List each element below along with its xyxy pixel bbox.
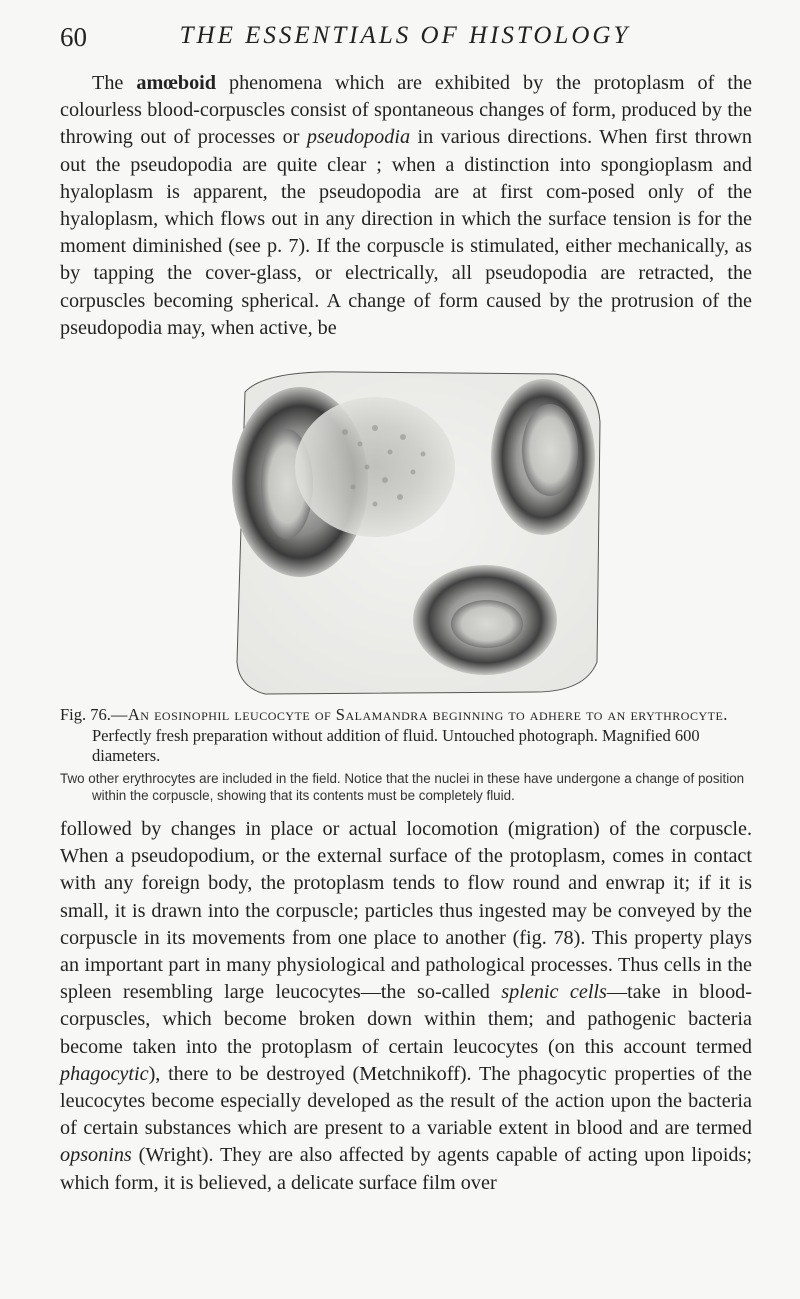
caption-label: Fig. 76. <box>60 705 111 724</box>
paragraph-amoeboid <box>60 70 752 342</box>
term-pseudopodia: pseudopodia <box>306 126 411 149</box>
micrograph-image <box>225 362 605 697</box>
para2-s5: ), there to be destroyed (Metchnikoff). The phagocytic properties of the leucocytes become especially developed as the result of the action upon the bacteria of certain substances which are present to a variable extent in blood and are termed <box>60 1062 752 1140</box>
nucleus-bottom <box>451 600 523 648</box>
paragraph-locomotion <box>60 816 752 1197</box>
caption-title: —An eosinophil leucocyte of Salamandra beginning to adhere to an erythrocyte. <box>110 705 728 724</box>
figure-caption-note: Two other erythrocytes are included in the field. Notice that the nuclei in these have undergone a change of position within the corpuscle, showing that its contents must be completely fluid. <box>60 771 745 803</box>
page-number: 60 <box>60 22 87 52</box>
nucleus-right <box>522 404 578 496</box>
para2-s3: —take in blood-corpuscles, which become broken down within them; and pathogenic bacteria become taken into the protoplasm of certain leucocytes (on this account termed <box>60 981 752 1058</box>
term-amoeboid: amœboid <box>136 72 217 94</box>
para2-s1: followed by changes in place or actual locomotion (migration) of the corpuscle. When a pseudopodium, or the external surface of the protoplasm, comes in contact with any foreign body, the protoplasm tends to flow round and enwrap it; if it is small, it is drawn into the corpuscle; particles thus ingested may be conveyed by the corpuscle in its movements from one place to another (fig. 78). This property plays an important part in many physiological and pathological processes. Thus cells in the spleen resembling large leucocytes—the so-called <box>60 818 752 1004</box>
page-header <box>60 22 750 62</box>
para1-s3: phenomena which are exhibited by the protoplasm of the colourless blood-corpuscles consist of spontaneous changes of form, produced by the throwing out of processes or <box>60 72 752 149</box>
figure-caption <box>60 705 752 767</box>
term-phagocytic: phagocytic <box>60 1062 149 1085</box>
term-splenic-cells: splenic cells <box>501 981 607 1004</box>
para1-s5: in various directions. When first thrown out the pseudopodia are quite clear ; when a distinction into spongioplasm and hyaloplasm is apparent, the pseudopodia are at first com-posed only of the hyaloplasm, which flows out in any direction in which the surface tension is for the moment diminished (see p. 7). If the corpuscle is stimulated, either mechanically, as by tapping the cover-glass, or electrically, all pseudopodia are retracted, the corpuscles becoming spherical. A change of form caused by the protrusion of the pseudopodia may, when active, be <box>60 126 752 339</box>
caption-body: Perfectly fresh preparation without addition of fluid. Untouched photograph. Magnified 600 diameters. <box>92 725 700 765</box>
running-title: THE ESSENTIALS OF HISTOLOGY <box>179 22 631 49</box>
eosinophil-leucocyte <box>295 397 455 537</box>
para2-s7: (Wright). They are also affected by agents capable of acting upon lipoids; which form, it is believed, a delicate surface film over <box>60 1144 752 1194</box>
para1-s1: The <box>92 72 137 94</box>
term-opsonins: opsonins <box>60 1144 132 1167</box>
figure-micrograph <box>225 362 605 697</box>
